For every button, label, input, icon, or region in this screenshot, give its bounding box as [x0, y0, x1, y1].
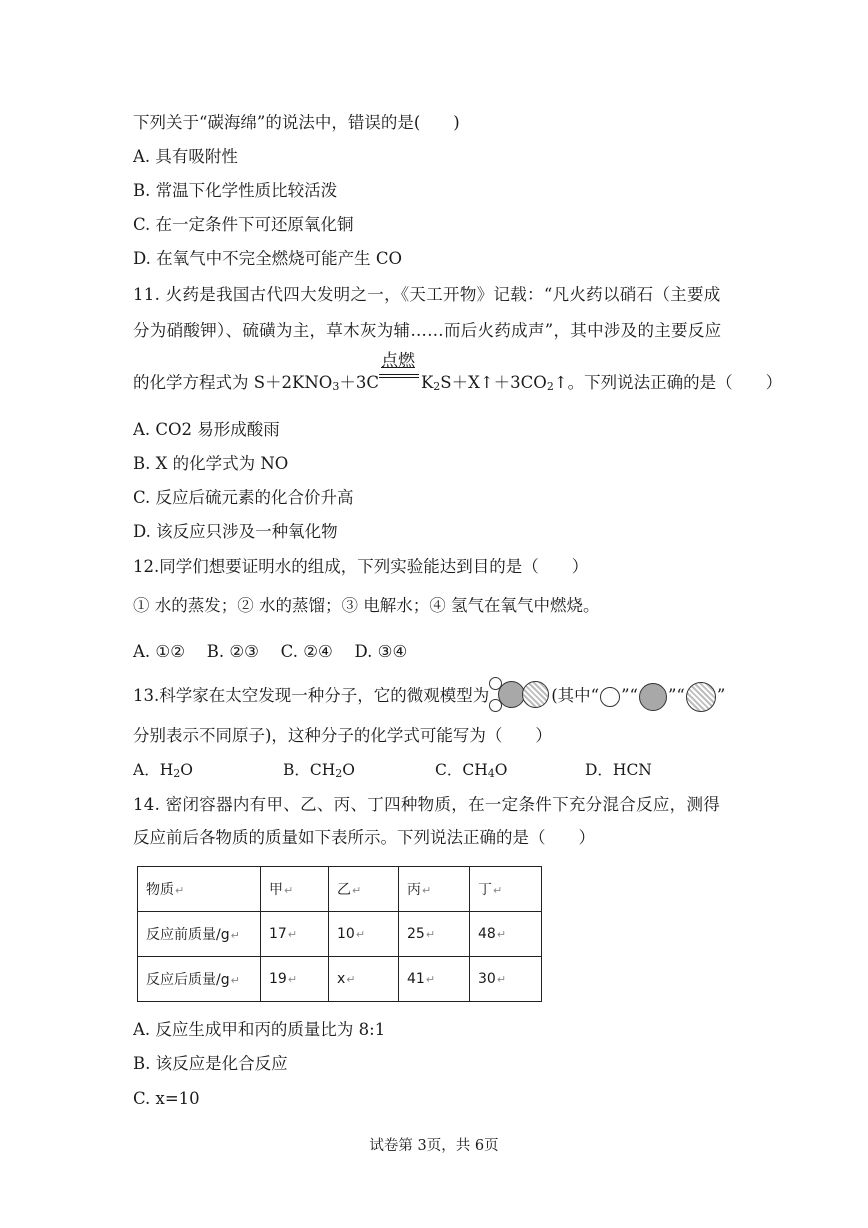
table-row [138, 957, 542, 1002]
q10-option-d: D. 在氧气中不完全燃烧可能产生 CO [133, 249, 403, 268]
q14-option-a: A. 反应生成甲和丙的质量比为 8:1 [133, 1020, 386, 1039]
table-cell: 甲↵ [261, 867, 329, 912]
table-cell: 25↵ [399, 912, 470, 957]
q10-option-a: A. 具有吸附性 [133, 147, 238, 166]
molecule-model-icon [489, 677, 551, 713]
reaction-condition: 点燃 [379, 368, 421, 388]
table-cell: 30↵ [470, 957, 542, 1002]
q14-line1: 14. 密闭容器内有甲、乙、丙、丁四种物质，在一定条件下充分混合反应，测得 [133, 795, 721, 814]
page-footer: 试卷第 3页，共 6页 [369, 1138, 499, 1154]
table-cell: 17↵ [261, 912, 329, 957]
q11-option-c: C. 反应后硫元素的化合价升高 [133, 488, 354, 507]
q11-line1: 11. 火药是我国古代四大发明之一，《天工开物》记载：“凡火药以硝石（主要成 [133, 285, 721, 304]
table-cell: 48↵ [470, 912, 542, 957]
mass-table [137, 866, 542, 1002]
q13-option-b: B．CH2O [283, 761, 355, 780]
table-cell: 反应前质量/g↵ [138, 912, 261, 957]
table-cell: 反应后质量/g↵ [138, 957, 261, 1002]
table-cell: 41↵ [399, 957, 470, 1002]
q11-option-d: D. 该反应只涉及一种氧化物 [133, 522, 338, 541]
table-cell: 19↵ [261, 957, 329, 1002]
table-cell: 丙↵ [399, 867, 470, 912]
q11-option-a: A. CO2 易形成酸雨 [133, 420, 280, 439]
q14-line2: 反应前后各物质的质量如下表所示。下列说法正确的是（ ） [133, 828, 595, 847]
q14-option-b: B. 该反应是化合反应 [133, 1054, 288, 1073]
q12-stem: 12.同学们想要证明水的组成，下列实验能达到目的是（ ） [133, 557, 589, 576]
q13-line2: 分别表示不同原子)，这种分子的化学式可能写为（ ） [133, 726, 552, 745]
q12-items: ① 水的蒸发；② 水的蒸馏；③ 电解水；④ 氢气在氧气中燃烧。 [133, 596, 600, 615]
q13-option-c: C．CH4O [435, 761, 508, 780]
table-cell: 物质↵ [138, 867, 261, 912]
table-cell: 乙↵ [329, 867, 399, 912]
table-row [138, 867, 542, 912]
q13-stem: 13.科学家在太空发现一种分子，它的微观模型为 (其中“ ”“ ”“ ” [133, 686, 725, 707]
table-cell: 10↵ [329, 912, 399, 957]
table-cell: 丁↵ [470, 867, 542, 912]
q14-option-c: C. x=10 [133, 1089, 200, 1108]
hatched-atom-icon [686, 682, 716, 712]
small-white-atom-icon [600, 687, 620, 707]
q11-line2: 分为硝酸钾）、硫磺为主，草木灰为辅……而后火药成声”，其中涉及的主要反应 [133, 321, 722, 340]
grey-atom-icon [639, 683, 667, 711]
q13-option-d: D．HCN [585, 761, 652, 779]
q10-option-c: C. 在一定条件下可还原氧化铜 [133, 215, 354, 234]
q10-option-b: B. 常温下化学性质比较活泼 [133, 181, 338, 200]
q13-option-a: A．H2O [133, 761, 193, 780]
q11-option-b: B. X 的化学式为 NO [133, 454, 289, 473]
q10-stem: 下列关于“碳海绵”的说法中，错误的是( ) [133, 113, 460, 132]
table-row [138, 912, 542, 957]
table-cell: x↵ [329, 957, 399, 1002]
q12-options: A. ①② B. ②③ C. ②④ D. ③④ [133, 642, 408, 661]
